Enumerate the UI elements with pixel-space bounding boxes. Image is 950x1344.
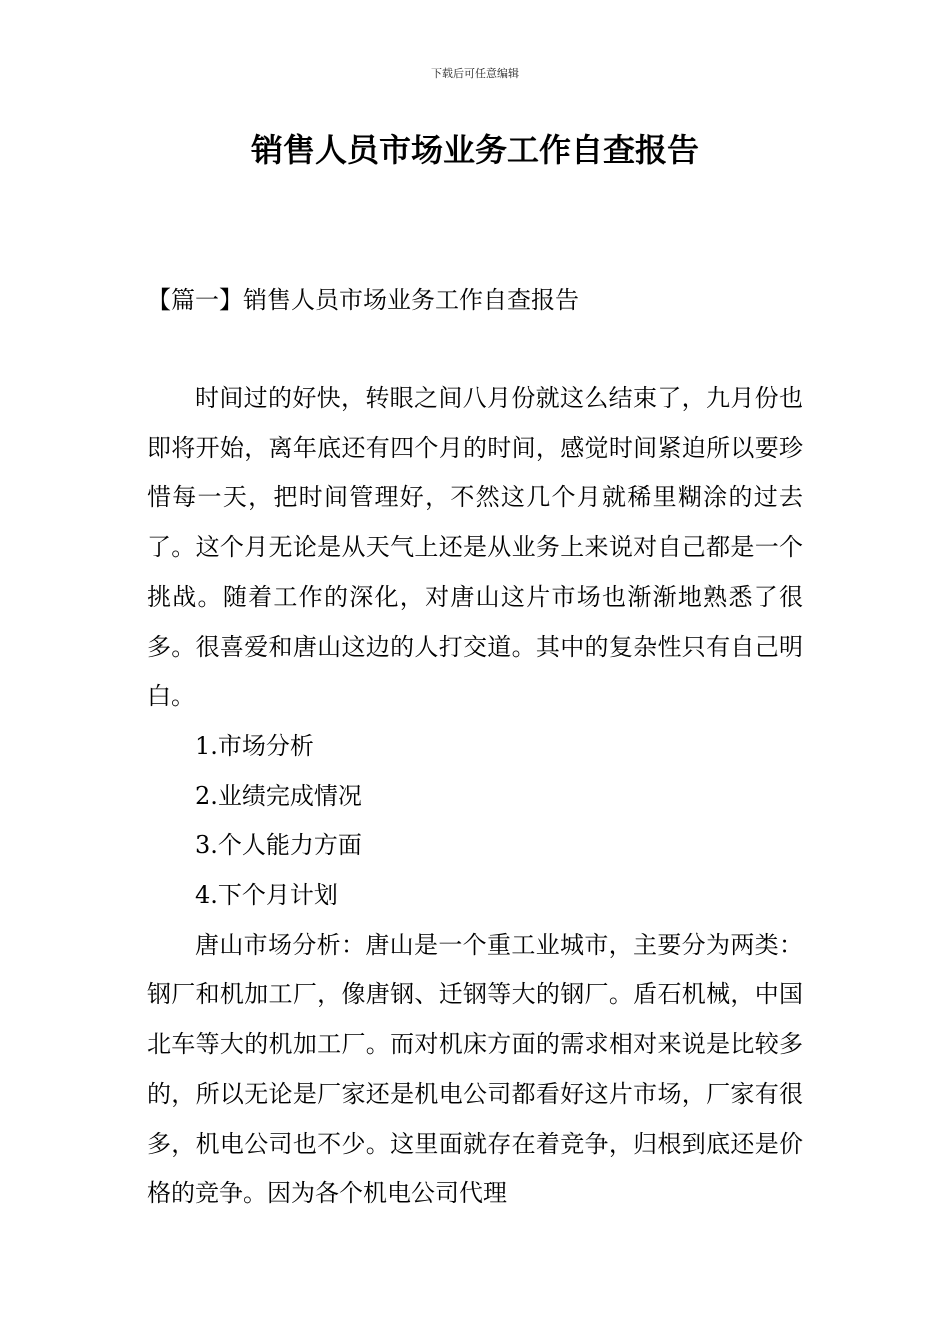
outline-item-market-analysis: 1.市场分析 xyxy=(195,731,314,760)
outline-item-next-month-plan: 4.下个月计划 xyxy=(195,881,338,910)
page-header-note: 下载后可任意编辑 xyxy=(431,67,519,80)
document-title: 销售人员市场业务工作自查报告 xyxy=(250,131,699,169)
outline-item-personal-ability: 3.个人能力方面 xyxy=(195,831,362,860)
section-heading: 【篇一】销售人员市场业务工作自查报告 xyxy=(147,286,579,314)
outline-item-performance: 2.业绩完成情况 xyxy=(195,781,362,810)
intro-paragraph: 时间过的好快，转眼之间八月份就这么结束了，九月份也即将开始，离年底还有四个月的时间，感觉时间紧迫所以要珍惜每一天，把时间管理好，不然这几个月就稀里糊涂的过去了。这个月无论是从天气上还是从业务上来说对自己都是一个挑战。随着工作的深化，对唐山这片市场也渐渐地熟悉了很多。很喜爱和唐山这边的人打交道。其中的复杂性只有自己明白。 xyxy=(147,384,803,711)
document-body xyxy=(147,374,803,1219)
analysis-paragraph: 唐山市场分析：唐山是一个重工业城市，主要分为两类：钢厂和机加工厂，像唐钢、迁钢等大的钢厂。盾石机械，中国北车等大的机加工厂。而对机床方面的需求相对来说是比较多的，所以无论是厂家还是机电公司都看好这片市场，厂家有很多，机电公司也不少。这里面就存在着竞争，归根到底还是价格的竞争。因为各个机电公司代理 xyxy=(147,930,803,1208)
